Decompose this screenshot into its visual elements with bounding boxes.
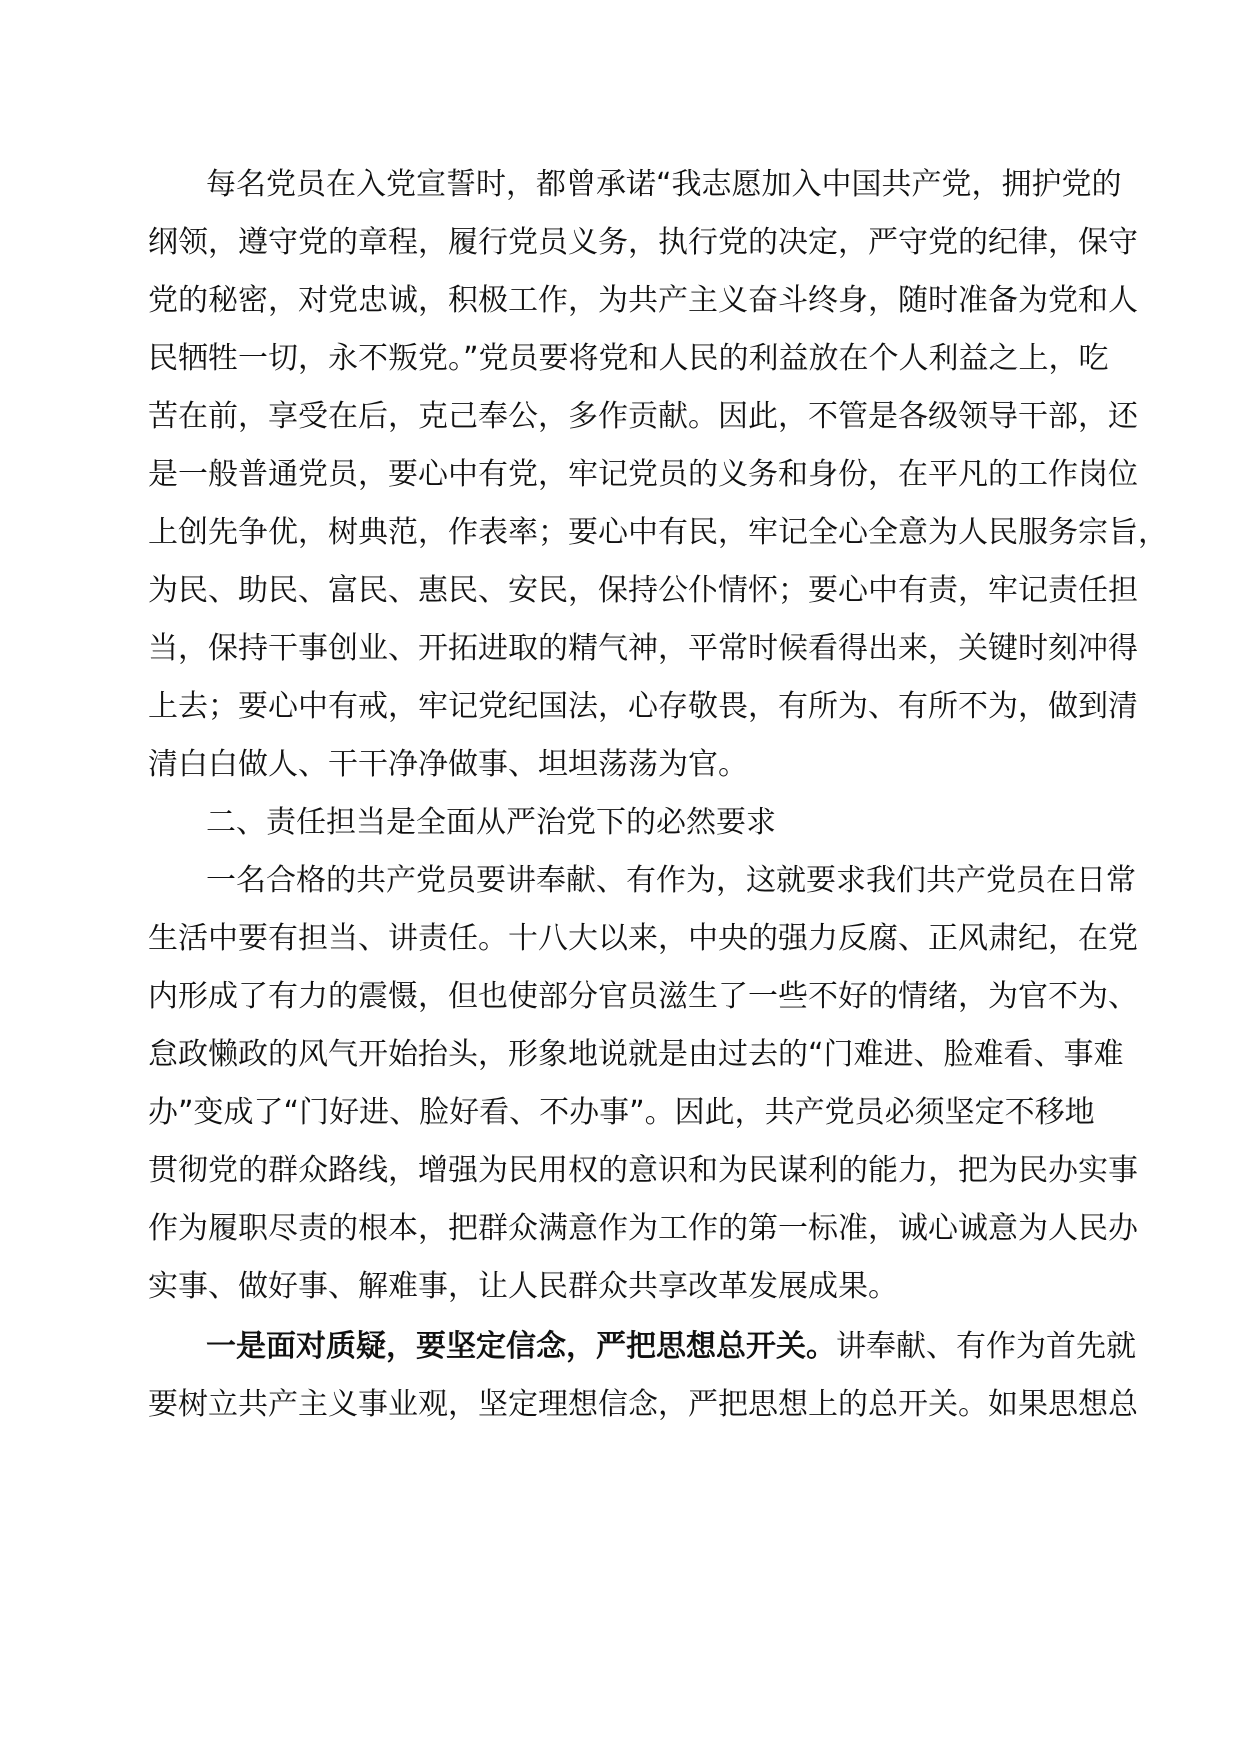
section-heading: 二、责任担当是全面从严治党下的必然要求 xyxy=(206,805,776,840)
paragraph-line: 上去；要心中有戒，牢记党纪国法，心存敬畏，有所为、有所不为，做到清 xyxy=(148,689,1138,724)
paragraph-line: 是一般普通党员，要心中有党，牢记党员的义务和身份，在平凡的工作岗位 xyxy=(148,457,1138,492)
paragraph-line: 内形成了有力的震慑，但也使部分官员滋生了一些不好的情绪，为官不为、 xyxy=(148,979,1138,1014)
paragraph-line: 生活中要有担当、讲责任。十八大以来，中央的强力反腐、正风肃纪，在党 xyxy=(148,921,1138,956)
paragraph-line: 贯彻党的群众路线，增强为民用权的意识和为民谋利的能力，把为民办实事 xyxy=(148,1153,1138,1188)
paragraph-line: 要树立共产主义事业观，坚定理想信念，严把思想上的总开关。如果思想总 xyxy=(148,1387,1138,1422)
paragraph-line: 作为履职尽责的根本，把群众满意作为工作的第一标准，诚心诚意为人民办 xyxy=(148,1211,1138,1246)
lead-rest-text: 讲奉献、有作为首先就 xyxy=(836,1329,1136,1364)
paragraph-line: 办”变成了“门好进、脸好看、不办事”。因此，共产党员必须坚定不移地 xyxy=(148,1095,1095,1130)
paragraph-line: 党的秘密，对党忠诚，积极工作，为共产主义奋斗终身，随时准备为党和人 xyxy=(148,283,1138,318)
paragraph-line: 上创先争优，树典范，作表率；要心中有民，牢记全心全意为人民服务宗旨， xyxy=(148,515,1168,550)
paragraph-line: 纲领，遵守党的章程，履行党员义务，执行党的决定，严守党的纪律，保守 xyxy=(148,225,1138,260)
paragraph-line: 清白白做人、干干净净做事、坦坦荡荡为官。 xyxy=(148,747,748,782)
bold-lead-text: 一是面对质疑，要坚定信念，严把思想总开关。 xyxy=(206,1329,836,1364)
paragraph-line: 实事、做好事、解难事，让人民群众共享改革发展成果。 xyxy=(148,1269,898,1304)
paragraph-line: 当，保持干事创业、开拓进取的精气神，平常时候看得出来，关键时刻冲得 xyxy=(148,631,1138,666)
paragraph-line: 苦在前，享受在后，克己奉公，多作贡献。因此，不管是各级领导干部，还 xyxy=(148,399,1138,434)
paragraph-line: 一名合格的共产党员要讲奉献、有作为，这就要求我们共产党员在日常 xyxy=(206,863,1136,898)
paragraph-line: 民牺牲一切，永不叛党。”党员要将党和人民的利益放在个人利益之上，吃 xyxy=(148,341,1109,376)
paragraph-line: 每名党员在入党宣誓时，都曾承诺“我志愿加入中国共产党，拥护党的 xyxy=(206,167,1122,202)
bold-paragraph-first-line xyxy=(206,1327,1136,1367)
paragraph-line: 怠政懒政的风气开始抬头，形象地说就是由过去的“门难进、脸难看、事难 xyxy=(148,1037,1124,1072)
paragraph-line: 为民、助民、富民、惠民、安民，保持公仆情怀；要心中有责，牢记责任担 xyxy=(148,573,1138,608)
